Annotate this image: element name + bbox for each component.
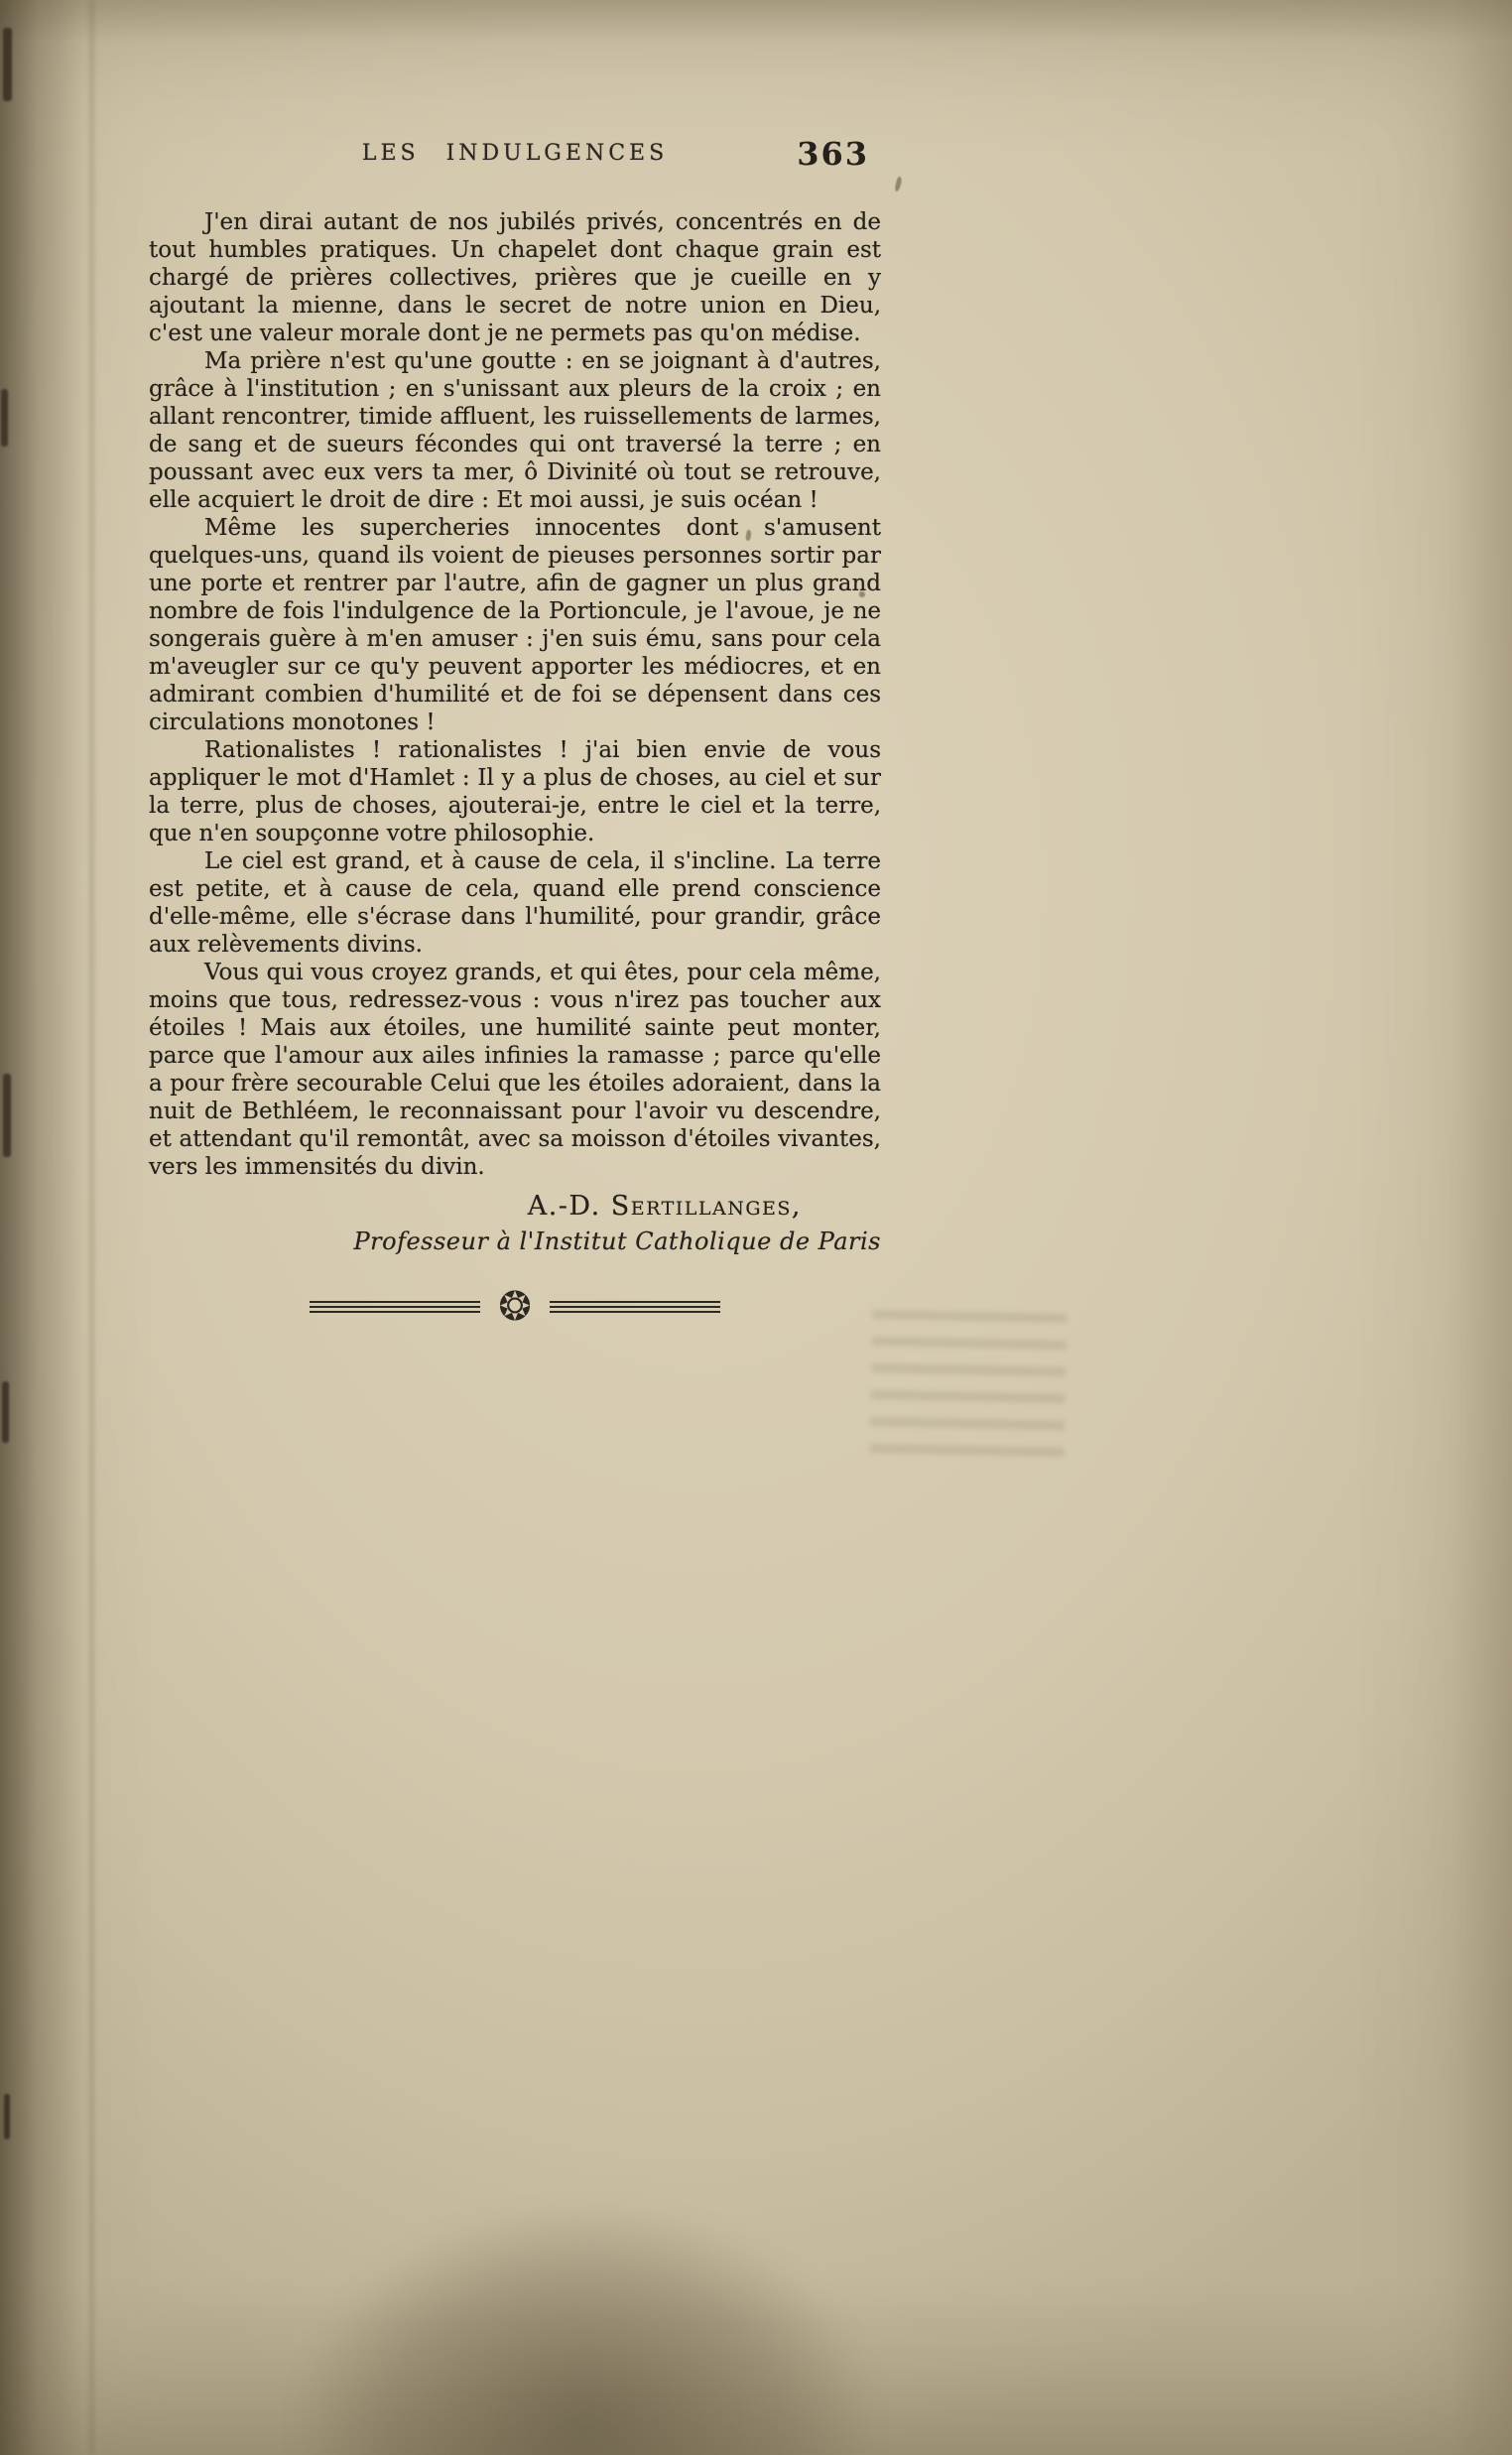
running-header [149, 135, 881, 179]
end-ornament [149, 1284, 881, 1330]
paragraph: Vous qui vous croyez grands, et qui êtes, pour cela même, moins que tous, redressez-vous : vous n'irez pas toucher aux étoiles ! Mais aux étoiles, une humilité sainte peut monter, parce que l'amour aux ailes infinies la ramasse ; parce qu'elle a pour frère secourable Celui que les étoiles adoraient, dans la nuit de Bethléem, le reconnaissant pour l'avoir vu descendre, et attendant qu'il remontât, avec sa moisson d'étoiles vivantes, vers les immensités du divin. [149, 960, 881, 1180]
paragraph: Même les supercheries innocentes dont s'amusent quelques-uns, quand ils voient de pieuses personnes sortir par une porte et rentrer par l'autre, afin de gagner un plus grand nombre de fois l'indulgence de la Portioncule, je l'avoue, je ne songerais guère à m'en amuser : j'en suis ému, sans pour cela m'aveugler sur ce qu'y peuvent apporter les médiocres, et en admirant combien d'humilité et de foi se dépensent dans ces circulations monotones ! [149, 515, 881, 735]
author-name: A.-D. Sertillanges, [527, 1191, 802, 1222]
binding-ink-mark [3, 28, 12, 101]
paragraph: Rationalistes ! rationalistes ! j'ai bien envie de vous appliquer le mot d'Hamlet : Il y a plus de choses, au ciel et sur la terre, plus de choses, ajouterai-je, entre le ciel et la terre, que n'en soupçonne votre philosophie. [149, 737, 881, 846]
ornament-rule-right [550, 1301, 720, 1313]
ornament-rule-left [310, 1301, 480, 1313]
binding-ink-mark [1, 389, 8, 447]
page-number: 363 [797, 135, 869, 173]
text-column [149, 135, 881, 1330]
sun-ornament-icon: ❂ [498, 1284, 532, 1330]
binding-ink-mark [4, 2094, 10, 2139]
binding-shadow [0, 0, 83, 2455]
page-bottom-shadow [298, 2207, 873, 2455]
page-body [149, 208, 881, 1181]
binding-ink-mark [2, 1381, 9, 1443]
binding-ink-mark [3, 1074, 11, 1157]
author-title: Professeur à l'Institut Catholique de Paris [353, 1228, 881, 1255]
gutter-crease [89, 0, 94, 2455]
page-header-title: LES INDULGENCES [361, 141, 669, 166]
paragraph: J'en dirai autant de nos jubilés privés, concentrés en de tout humbles pratiques. Un chapelet dont chaque grain est chargé de prières collectives, prières que je cueille en y ajoutant la mienne, dans le secret de notre union en Dieu, c'est une valeur morale dont je ne permets pas qu'on médise. [149, 209, 881, 346]
paragraph: Ma prière n'est qu'une goutte : en se joignant à d'autres, grâce à l'institution ; en s'unissant aux pleurs de la croix ; en allant rencontrer, timide affluent, les ruissellements de larmes, de sang et de sueurs fécondes qui ont traversé la terre ; en poussant avec eux vers ta mer, ô Divinité où tout se retrouve, elle acquiert le droit de dire : Et moi aussi, je suis océan ! [149, 348, 881, 513]
paper-speck [894, 177, 902, 193]
verso-show-through [869, 1310, 1067, 1465]
signature-block [149, 1191, 881, 1255]
paragraph: Le ciel est grand, et à cause de cela, il s'incline. La terre est petite, et à cause de cela, quand elle prend conscience d'elle-même, elle s'écrase dans l'humilité, pour grandir, grâce aux relèvements divins. [149, 848, 881, 958]
